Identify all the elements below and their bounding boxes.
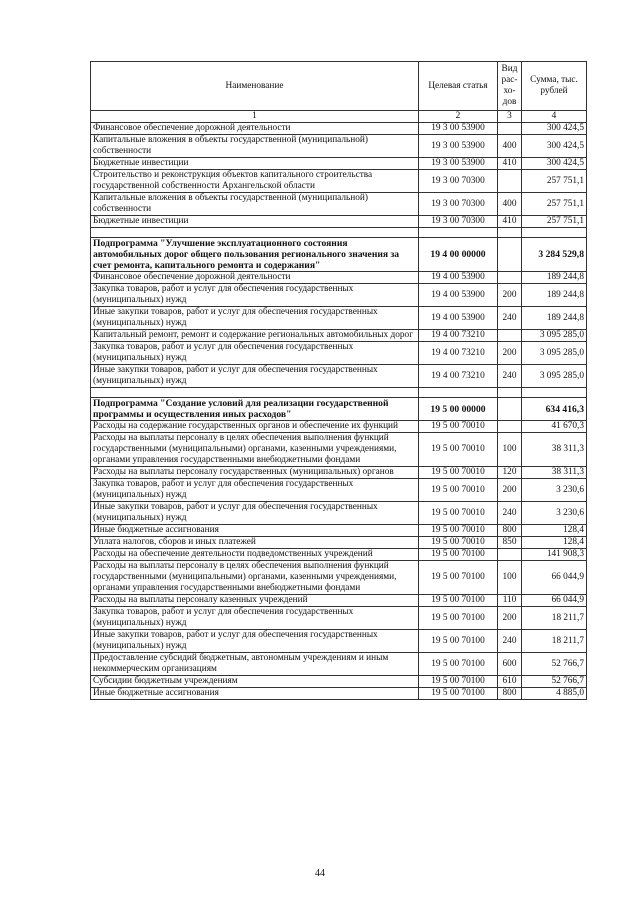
row-name-cell: Капитальные вложения в объекты государственной (муниципальной) собственности <box>91 135 419 158</box>
row-expense-type-cell: 240 <box>498 630 522 653</box>
row-target-article-cell: 19 5 00 70100 <box>419 607 498 630</box>
table-row <box>91 123 587 135</box>
row-target-article-cell: 19 5 00 70100 <box>419 653 498 676</box>
row-expense-type-cell: 850 <box>498 537 522 549</box>
spacer-cell <box>522 228 587 238</box>
row-target-article-cell: 19 5 00 70010 <box>419 525 498 537</box>
table-row <box>91 630 587 653</box>
row-expense-type-cell: 400 <box>498 135 522 158</box>
row-sum-cell: 66 044,9 <box>522 595 587 607</box>
table-row <box>91 607 587 630</box>
row-target-article-cell: 19 5 00 70100 <box>419 549 498 561</box>
row-expense-type-cell: 100 <box>498 561 522 595</box>
row-sum-cell: 189 244,8 <box>522 272 587 284</box>
row-sum-cell: 3 095 285,0 <box>522 342 587 365</box>
row-name-cell: Предоставление субсидий бюджетным, автономным учреждениям и иным некоммерческим организациям <box>91 653 419 676</box>
column-number: 3 <box>498 111 522 123</box>
table-row <box>91 525 587 537</box>
row-target-article-cell: 19 5 00 70100 <box>419 595 498 607</box>
row-target-article-cell: 19 4 00 73210 <box>419 342 498 365</box>
row-sum-cell: 189 244,8 <box>522 284 587 307</box>
row-name-cell: Иные бюджетные ассигнования <box>91 688 419 700</box>
table-row <box>91 284 587 307</box>
row-sum-cell: 300 424,5 <box>522 135 587 158</box>
row-target-article-cell: 19 5 00 70100 <box>419 688 498 700</box>
column-number: 2 <box>419 111 498 123</box>
row-sum-cell: 257 751,1 <box>522 216 587 228</box>
row-expense-type-cell <box>498 123 522 135</box>
row-expense-type-cell: 410 <box>498 158 522 170</box>
row-target-article-cell: 19 3 00 53900 <box>419 158 498 170</box>
row-name-cell: Субсидии бюджетным учреждениям <box>91 676 419 688</box>
budget-document <box>90 61 586 700</box>
row-target-article-cell: 19 5 00 70010 <box>419 537 498 549</box>
column-number: 1 <box>91 111 419 123</box>
spacer-cell <box>498 228 522 238</box>
row-target-article-cell: 19 3 00 70300 <box>419 216 498 228</box>
row-target-article-cell: 19 5 00 70010 <box>419 479 498 502</box>
row-sum-cell: 52 766,7 <box>522 653 587 676</box>
row-sum-cell: 18 211,7 <box>522 630 587 653</box>
table-row <box>91 676 587 688</box>
table-row <box>91 549 587 561</box>
table-row <box>91 307 587 330</box>
row-expense-type-cell <box>498 330 522 342</box>
table-row <box>91 216 587 228</box>
spacer-cell <box>419 388 498 398</box>
row-sum-cell: 52 766,7 <box>522 676 587 688</box>
row-name-cell: Иные закупки товаров, работ и услуг для обеспечения государственных (муниципальных) нужд <box>91 307 419 330</box>
table-row <box>91 272 587 284</box>
row-expense-type-cell <box>498 398 522 421</box>
table-row <box>91 170 587 193</box>
row-sum-cell: 257 751,1 <box>522 193 587 216</box>
row-name-cell: Закупка товаров, работ и услуг для обеспечения государственных (муниципальных) нужд <box>91 284 419 307</box>
subprogram-row <box>91 398 587 421</box>
table-row <box>91 135 587 158</box>
row-name-cell: Расходы на выплаты персоналу государственных (муниципальных) органов <box>91 467 419 479</box>
row-name-cell: Бюджетные инвестиции <box>91 158 419 170</box>
row-sum-cell: 257 751,1 <box>522 170 587 193</box>
row-name-cell: Строительство и реконструкция объектов капитального строительства государственной собственности Архангельской области <box>91 170 419 193</box>
spacer-row <box>91 388 587 398</box>
row-name-cell: Иные закупки товаров, работ и услуг для обеспечения государственных (муниципальных) нужд <box>91 365 419 388</box>
row-name-cell: Финансовое обеспечение дорожной деятельности <box>91 272 419 284</box>
row-sum-cell: 3 230,6 <box>522 502 587 525</box>
row-expense-type-cell: 200 <box>498 342 522 365</box>
row-sum-cell: 18 211,7 <box>522 607 587 630</box>
row-target-article-cell: 19 3 00 53900 <box>419 123 498 135</box>
header-sum: Сумма, тыс. рублей <box>522 62 587 111</box>
row-expense-type-cell: 110 <box>498 595 522 607</box>
row-target-article-cell: 19 3 00 70300 <box>419 170 498 193</box>
table-header-row <box>91 62 587 111</box>
header-name: Наименование <box>91 62 419 111</box>
row-sum-cell: 38 311,3 <box>522 467 587 479</box>
header-expense-type: Вид рас-хо-дов <box>498 62 522 111</box>
row-name-cell: Капитальный ремонт, ремонт и содержание региональных автомобильных дорог <box>91 330 419 342</box>
row-sum-cell: 128,4 <box>522 537 587 549</box>
spacer-row <box>91 228 587 238</box>
row-name-cell: Финансовое обеспечение дорожной деятельности <box>91 123 419 135</box>
row-expense-type-cell: 200 <box>498 284 522 307</box>
row-expense-type-cell <box>498 549 522 561</box>
row-target-article-cell: 19 5 00 70010 <box>419 433 498 467</box>
budget-table <box>90 61 587 700</box>
row-sum-cell: 3 230,6 <box>522 479 587 502</box>
row-name-cell: Подпрограмма "Создание условий для реализации государственной программы и осуществления иных расходов" <box>91 398 419 421</box>
row-target-article-cell: 19 5 00 70010 <box>419 421 498 433</box>
row-sum-cell: 66 044,9 <box>522 561 587 595</box>
row-target-article-cell: 19 4 00 53900 <box>419 284 498 307</box>
spacer-cell <box>91 388 419 398</box>
row-name-cell: Закупка товаров, работ и услуг для обеспечения государственных (муниципальных) нужд <box>91 342 419 365</box>
row-sum-cell: 3 095 285,0 <box>522 330 587 342</box>
table-row <box>91 342 587 365</box>
table-row <box>91 158 587 170</box>
row-target-article-cell: 19 4 00 00000 <box>419 238 498 272</box>
row-sum-cell: 128,4 <box>522 525 587 537</box>
row-name-cell: Иные бюджетные ассигнования <box>91 525 419 537</box>
row-expense-type-cell: 200 <box>498 607 522 630</box>
row-name-cell: Уплата налогов, сборов и иных платежей <box>91 537 419 549</box>
row-name-cell: Иные закупки товаров, работ и услуг для обеспечения государственных (муниципальных) нужд <box>91 630 419 653</box>
row-expense-type-cell: 240 <box>498 365 522 388</box>
row-sum-cell: 634 416,3 <box>522 398 587 421</box>
header-target-article: Целевая статья <box>419 62 498 111</box>
row-name-cell: Расходы на содержание государственных органов и обеспечение их функций <box>91 421 419 433</box>
row-expense-type-cell <box>498 170 522 193</box>
row-expense-type-cell: 240 <box>498 502 522 525</box>
row-name-cell: Расходы на обеспечение деятельности подведомственных учреждений <box>91 549 419 561</box>
row-expense-type-cell: 200 <box>498 479 522 502</box>
row-expense-type-cell: 120 <box>498 467 522 479</box>
row-target-article-cell: 19 5 00 70010 <box>419 467 498 479</box>
row-target-article-cell: 19 5 00 00000 <box>419 398 498 421</box>
row-expense-type-cell: 800 <box>498 525 522 537</box>
column-number-row <box>91 111 587 123</box>
row-expense-type-cell: 100 <box>498 433 522 467</box>
row-name-cell: Закупка товаров, работ и услуг для обеспечения государственных (муниципальных) нужд <box>91 479 419 502</box>
row-sum-cell: 300 424,5 <box>522 158 587 170</box>
row-name-cell: Бюджетные инвестиции <box>91 216 419 228</box>
row-expense-type-cell <box>498 238 522 272</box>
row-name-cell: Иные закупки товаров, работ и услуг для обеспечения государственных (муниципальных) нужд <box>91 502 419 525</box>
row-name-cell: Расходы на выплаты персоналу в целях обеспечения выполнения функций государственными (муниципальными) органами, казенными учреждениями, органами управления государственными внебюджетными фондами <box>91 561 419 595</box>
row-name-cell: Расходы на выплаты персоналу казенных учреждений <box>91 595 419 607</box>
row-sum-cell: 141 908,3 <box>522 549 587 561</box>
row-expense-type-cell: 400 <box>498 193 522 216</box>
row-sum-cell: 41 670,3 <box>522 421 587 433</box>
row-name-cell: Расходы на выплаты персоналу в целях обеспечения выполнения функций государственными (муниципальными) органами, казенными учреждениями, органами управления государственными внебюджетными фондами <box>91 433 419 467</box>
row-expense-type-cell: 610 <box>498 676 522 688</box>
row-sum-cell: 300 424,5 <box>522 123 587 135</box>
row-sum-cell: 38 311,3 <box>522 433 587 467</box>
table-row <box>91 537 587 549</box>
subprogram-row <box>91 238 587 272</box>
row-sum-cell: 3 284 529,8 <box>522 238 587 272</box>
row-target-article-cell: 19 4 00 73210 <box>419 330 498 342</box>
row-name-cell: Капитальные вложения в объекты государственной (муниципальной) собственности <box>91 193 419 216</box>
spacer-cell <box>419 228 498 238</box>
row-sum-cell: 3 095 285,0 <box>522 365 587 388</box>
row-target-article-cell: 19 5 00 70100 <box>419 630 498 653</box>
table-row <box>91 365 587 388</box>
row-target-article-cell: 19 5 00 70100 <box>419 676 498 688</box>
spacer-cell <box>522 388 587 398</box>
row-expense-type-cell: 240 <box>498 307 522 330</box>
row-sum-cell: 4 885,0 <box>522 688 587 700</box>
table-row <box>91 433 587 467</box>
table-row <box>91 561 587 595</box>
page-number: 44 <box>315 868 325 879</box>
row-expense-type-cell <box>498 421 522 433</box>
row-expense-type-cell <box>498 272 522 284</box>
table-body <box>91 123 587 700</box>
table-row <box>91 653 587 676</box>
table-row <box>91 479 587 502</box>
table-row <box>91 688 587 700</box>
row-target-article-cell: 19 5 00 70010 <box>419 502 498 525</box>
row-target-article-cell: 19 3 00 53900 <box>419 135 498 158</box>
row-target-article-cell: 19 5 00 70100 <box>419 561 498 595</box>
row-expense-type-cell: 600 <box>498 653 522 676</box>
row-target-article-cell: 19 4 00 53900 <box>419 272 498 284</box>
spacer-cell <box>91 228 419 238</box>
row-expense-type-cell: 800 <box>498 688 522 700</box>
column-number: 4 <box>522 111 587 123</box>
row-target-article-cell: 19 4 00 73210 <box>419 365 498 388</box>
table-row <box>91 421 587 433</box>
table-row <box>91 467 587 479</box>
table-row <box>91 595 587 607</box>
spacer-cell <box>498 388 522 398</box>
row-sum-cell: 189 244,8 <box>522 307 587 330</box>
table-row <box>91 502 587 525</box>
table-row <box>91 193 587 216</box>
table-row <box>91 330 587 342</box>
row-target-article-cell: 19 3 00 70300 <box>419 193 498 216</box>
row-name-cell: Закупка товаров, работ и услуг для обеспечения государственных (муниципальных) нужд <box>91 607 419 630</box>
row-target-article-cell: 19 4 00 53900 <box>419 307 498 330</box>
row-expense-type-cell: 410 <box>498 216 522 228</box>
row-name-cell: Подпрограмма "Улучшение эксплуатационного состояния автомобильных дорог общего пользования регионального значения за счет ремонта, капитального ремонта и содержания" <box>91 238 419 272</box>
